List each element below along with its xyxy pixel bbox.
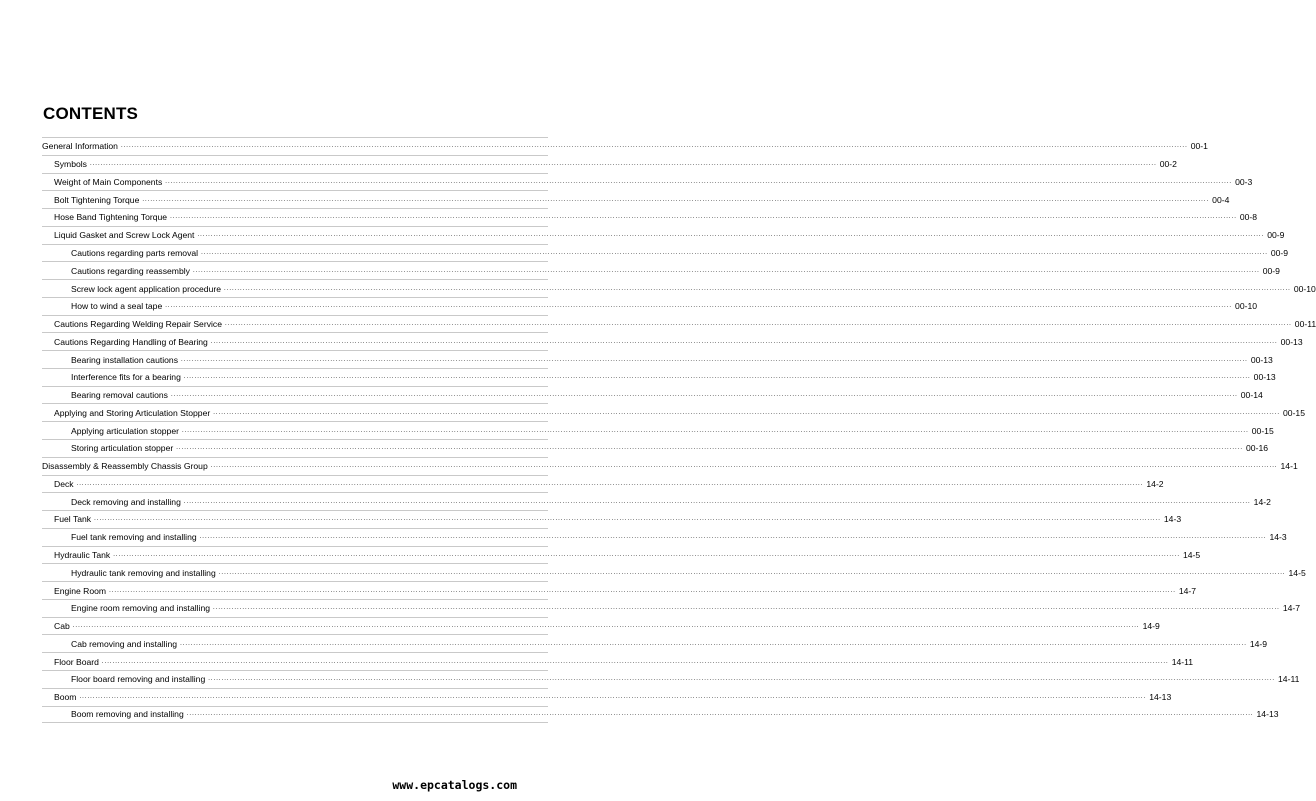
- toc-entry-page: 14-13: [1256, 709, 1279, 720]
- dot-leader: ................................................................................................................................................................................................................................................................................................................................................................................................................: [72, 623, 1140, 630]
- toc-entry[interactable]: [42, 581, 1197, 599]
- toc-entry-page: 14-13: [1149, 692, 1172, 703]
- toc-entry-label: Fuel Tank: [54, 514, 92, 525]
- toc-entry[interactable]: [42, 403, 1305, 421]
- toc-entry[interactable]: [42, 492, 1271, 510]
- toc-entry-page: 00-14: [1240, 390, 1263, 401]
- dot-leader: ................................................................................................................................................................................................................................................................................................................................................................................................................: [109, 587, 1176, 594]
- toc-entry-label: Cab: [54, 621, 70, 632]
- toc-entry[interactable]: [42, 617, 1160, 635]
- toc-entry-label: Hydraulic Tank: [54, 549, 111, 560]
- toc-entry-page: 14-2: [1146, 478, 1164, 489]
- dot-leader: ................................................................................................................................................................................................................................................................................................................................................................................................................: [183, 374, 1251, 381]
- toc-entry-label: Deck: [54, 478, 74, 489]
- dot-leader: ................................................................................................................................................................................................................................................................................................................................................................................................................: [94, 516, 1161, 523]
- toc-entry-page: 00-13: [1253, 372, 1276, 383]
- toc-entry-label: Boom: [54, 692, 77, 703]
- toc-entry[interactable]: [42, 386, 1263, 404]
- page-title: CONTENTS: [43, 104, 139, 123]
- dot-leader: ................................................................................................................................................................................................................................................................................................................................................................................................................: [76, 480, 1144, 487]
- toc-entry[interactable]: [42, 244, 1289, 262]
- toc-entry-page: 14-1: [1280, 461, 1298, 472]
- toc-entry-label: Bearing installation cautions: [71, 354, 179, 365]
- dot-leader: ................................................................................................................................................................................................................................................................................................................................................................................................................: [170, 214, 1237, 221]
- toc-entry-page: 14-5: [1183, 549, 1201, 560]
- toc-entry-label: Engine Room: [54, 585, 107, 596]
- toc-entry-label: Floor board removing and installing: [71, 674, 206, 685]
- dot-leader: ................................................................................................................................................................................................................................................................................................................................................................................................................: [186, 711, 1254, 718]
- dot-leader: ................................................................................................................................................................................................................................................................................................................................................................................................................: [113, 551, 1180, 558]
- dot-leader: ................................................................................................................................................................................................................................................................................................................................................................................................................: [218, 569, 1286, 576]
- toc-entry-label: Cautions Regarding Welding Repair Service: [54, 319, 222, 330]
- dot-leader: ................................................................................................................................................................................................................................................................................................................................................................................................................: [120, 143, 1188, 150]
- toc-entry[interactable]: [42, 634, 1268, 652]
- toc-entry-label: Storing articulation stopper: [71, 443, 174, 454]
- dot-leader: ................................................................................................................................................................................................................................................................................................................................................................................................................: [199, 534, 1267, 541]
- toc-entry[interactable]: [42, 173, 1253, 191]
- toc-entry[interactable]: [42, 332, 1303, 350]
- toc-entry[interactable]: [42, 457, 1298, 475]
- dot-leader: ................................................................................................................................................................................................................................................................................................................................................................................................................: [224, 285, 1291, 292]
- toc-entry[interactable]: [42, 137, 1208, 155]
- table-of-contents: [42, 137, 1316, 723]
- toc-entry-label: Cautions Regarding Handling of Bearing: [54, 336, 208, 347]
- toc-entry-label: Bearing removal cautions: [71, 390, 168, 401]
- toc-entry-page: 00-3: [1235, 176, 1253, 187]
- toc-entry[interactable]: [42, 155, 1177, 173]
- toc-entry[interactable]: [42, 439, 1269, 457]
- toc-entry-label: How to wind a seal tape: [71, 301, 163, 312]
- toc-entry[interactable]: [42, 670, 1300, 688]
- dot-leader: ................................................................................................................................................................................................................................................................................................................................................................................................................: [181, 427, 1249, 434]
- dot-leader: ................................................................................................................................................................................................................................................................................................................................................................................................................: [210, 463, 1278, 470]
- toc-entry-label: Bolt Tightening Torque: [54, 194, 140, 205]
- toc-entry[interactable]: [42, 688, 1172, 706]
- toc-entry[interactable]: [42, 315, 1316, 333]
- toc-entry-page: 00-8: [1239, 212, 1258, 223]
- toc-entry-label: Cautions regarding reassembly: [71, 265, 190, 276]
- toc-entry-page: 14-9: [1249, 638, 1268, 649]
- dot-leader: ................................................................................................................................................................................................................................................................................................................................................................................................................: [165, 178, 1233, 185]
- dot-leader: ................................................................................................................................................................................................................................................................................................................................................................................................................: [142, 196, 1210, 203]
- toc-entry[interactable]: [42, 475, 1164, 493]
- toc-entry-page: 00-10: [1235, 301, 1258, 312]
- dot-leader: ................................................................................................................................................................................................................................................................................................................................................................................................................: [101, 658, 1169, 665]
- toc-entry-label: Hydraulic tank removing and installing: [71, 567, 216, 578]
- dot-leader: ................................................................................................................................................................................................................................................................................................................................................................................................................: [183, 498, 1251, 505]
- toc-entry-page: 14-3: [1269, 532, 1287, 543]
- dot-leader: ................................................................................................................................................................................................................................................................................................................................................................................................................: [181, 356, 1248, 363]
- toc-entry-page: 14-7: [1282, 603, 1301, 614]
- toc-entry-page: 00-11: [1294, 319, 1316, 330]
- dot-leader: ................................................................................................................................................................................................................................................................................................................................................................................................................: [89, 161, 1157, 168]
- toc-entry-page: 14-2: [1253, 496, 1271, 507]
- toc-entry-page: 14-9: [1142, 621, 1160, 632]
- toc-entry-label: Deck removing and installing: [71, 496, 181, 507]
- toc-entry-label: General Information: [42, 141, 118, 152]
- toc-entry-label: Symbols: [54, 159, 87, 170]
- toc-entry-page: 00-9: [1262, 265, 1280, 276]
- dot-leader: ................................................................................................................................................................................................................................................................................................................................................................................................................: [210, 338, 1278, 345]
- toc-entry-label: Fuel tank removing and installing: [71, 532, 197, 543]
- dot-leader: ................................................................................................................................................................................................................................................................................................................................................................................................................: [180, 640, 1247, 647]
- toc-entry-page: 14-11: [1171, 656, 1194, 667]
- dot-leader: ................................................................................................................................................................................................................................................................................................................................................................................................................: [170, 392, 1238, 399]
- toc-entry-page: 00-9: [1267, 230, 1285, 241]
- toc-entry-label: Boom removing and installing: [71, 709, 184, 720]
- dot-leader: ................................................................................................................................................................................................................................................................................................................................................................................................................: [208, 676, 1276, 683]
- toc-entry-page: 00-16: [1246, 443, 1269, 454]
- toc-entry-label: Applying and Storing Articulation Stopper: [54, 407, 211, 418]
- footer-url[interactable]: www.epcatalogs.com: [392, 778, 517, 792]
- toc-entry-label: Disassembly & Reassembly Chassis Group: [42, 461, 208, 472]
- toc-entry-label: Hose Band Tightening Torque: [54, 212, 168, 223]
- toc-entry-page: 00-13: [1250, 354, 1273, 365]
- toc-entry[interactable]: [42, 510, 1182, 528]
- toc-entry[interactable]: [42, 279, 1316, 297]
- toc-entry[interactable]: [42, 297, 1258, 315]
- toc-entry[interactable]: [42, 261, 1280, 279]
- toc-entry-page: 00-1: [1190, 141, 1208, 152]
- toc-entry[interactable]: [42, 350, 1273, 368]
- toc-entry-page: 14-7: [1178, 585, 1197, 596]
- toc-entry-page: 00-15: [1283, 407, 1305, 418]
- toc-entry[interactable]: [42, 599, 1301, 617]
- toc-entry[interactable]: [42, 546, 1201, 564]
- dot-leader: ................................................................................................................................................................................................................................................................................................................................................................................................................: [213, 409, 1281, 416]
- toc-entry-label: Interference fits for a bearing: [71, 372, 181, 383]
- toc-entry-label: Floor Board: [54, 656, 99, 667]
- toc-entry-label: Cab removing and installing: [71, 638, 178, 649]
- dot-leader: ................................................................................................................................................................................................................................................................................................................................................................................................................: [79, 694, 1147, 701]
- dot-leader: ................................................................................................................................................................................................................................................................................................................................................................................................................: [225, 321, 1292, 328]
- toc-entry-page: 00-13: [1280, 336, 1303, 347]
- dot-leader: ................................................................................................................................................................................................................................................................................................................................................................................................................: [165, 303, 1233, 310]
- dot-leader: ................................................................................................................................................................................................................................................................................................................................................................................................................: [201, 249, 1268, 256]
- toc-entry[interactable]: [42, 190, 1230, 208]
- toc-entry[interactable]: [42, 652, 1194, 670]
- toc-entry[interactable]: [42, 528, 1287, 546]
- toc-entry-page: 00-9: [1270, 247, 1289, 258]
- toc-entry[interactable]: [42, 368, 1276, 386]
- toc-entry[interactable]: [42, 563, 1306, 581]
- dot-leader: ................................................................................................................................................................................................................................................................................................................................................................................................................: [176, 445, 1244, 452]
- toc-entry-page: 00-4: [1212, 194, 1230, 205]
- toc-entry-page: 00-10: [1293, 283, 1316, 294]
- toc-entry-label: Engine room removing and installing: [71, 603, 211, 614]
- toc-entry-label: Weight of Main Components: [54, 176, 163, 187]
- toc-entry[interactable]: [42, 226, 1285, 244]
- toc-entry-label: Cautions regarding parts removal: [71, 247, 199, 258]
- toc-entry-page: 14-5: [1288, 567, 1306, 578]
- toc-entry-page: 14-3: [1163, 514, 1182, 525]
- toc-entry[interactable]: [42, 208, 1258, 226]
- toc-entry[interactable]: [42, 706, 1279, 724]
- toc-entry-label: Screw lock agent application procedure: [71, 283, 222, 294]
- dot-leader: ................................................................................................................................................................................................................................................................................................................................................................................................................: [197, 232, 1265, 239]
- toc-entry-label: Applying articulation stopper: [71, 425, 179, 436]
- toc-entry-page: 14-11: [1278, 674, 1300, 685]
- toc-entry-page: 00-15: [1251, 425, 1274, 436]
- dot-leader: ................................................................................................................................................................................................................................................................................................................................................................................................................: [213, 605, 1280, 612]
- toc-entry-page: 00-2: [1159, 159, 1177, 170]
- dot-leader: ................................................................................................................................................................................................................................................................................................................................................................................................................: [192, 267, 1260, 274]
- toc-entry[interactable]: [42, 421, 1274, 439]
- toc-entry-label: Liquid Gasket and Screw Lock Agent: [54, 230, 195, 241]
